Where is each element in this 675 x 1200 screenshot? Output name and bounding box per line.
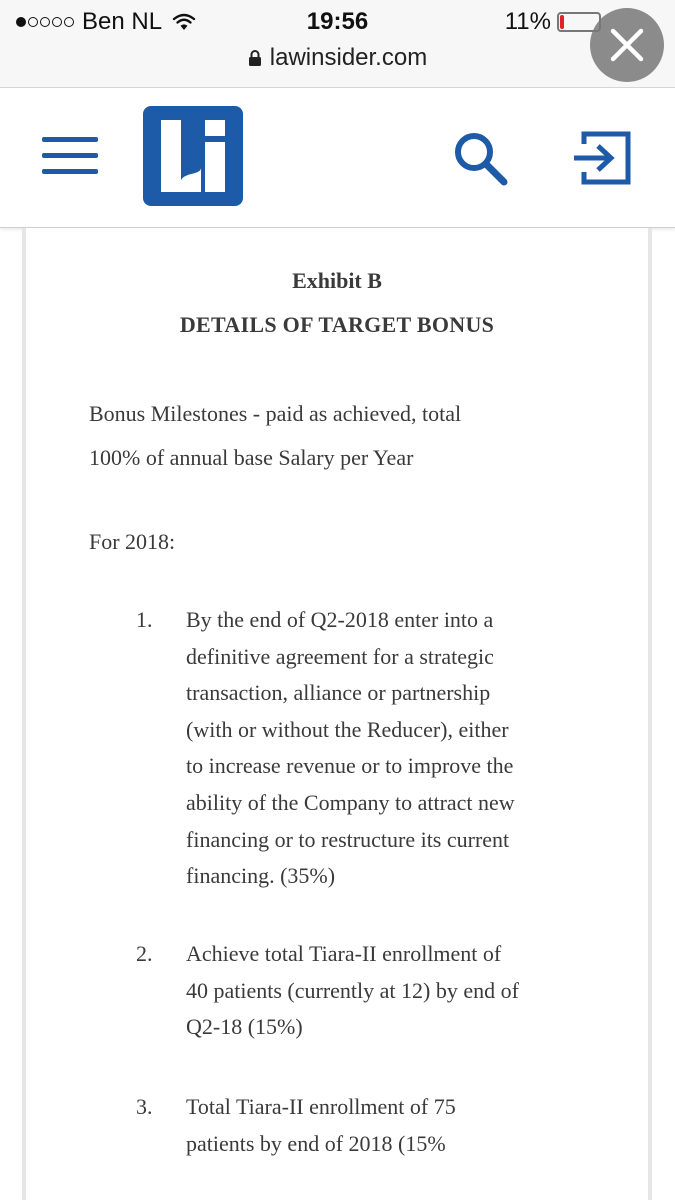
document-page [22,228,652,1200]
close-button[interactable] [590,8,664,82]
year-heading: For 2018: [89,529,176,554]
intro-paragraph [89,392,609,480]
text-line: to increase revenue or to improve the [186,753,514,779]
carrier-name: Ben NL [82,8,163,35]
exhibit-label: Exhibit B [292,268,382,293]
text-line: transaction, alliance or partnership [186,680,491,706]
list-number: 1. [136,607,153,632]
site-header [0,88,675,228]
logo-mark [143,106,243,206]
text-line: By the end of Q2-2018 enter into a [186,607,494,632]
status-bar [0,0,675,88]
intro-line: 100% of annual base Salary per Year [89,445,414,470]
clock: 19:56 [306,8,369,35]
text-line: financing or to restructure its current [186,826,510,852]
text-line: ability of the Company to attract new [186,789,515,815]
list-text [186,602,596,895]
text-line: (with or without the Reducer), either [186,716,509,742]
text-line: 40 patients (currently at 12) by end of [186,977,519,1003]
text-line: definitive agreement for a strategic [186,643,494,669]
intro-line: Bonus Milestones - paid as achieved, total [89,401,462,426]
address-bar[interactable] [0,44,675,72]
lock-icon [248,49,262,67]
list-text [186,936,596,1046]
hamburger-menu-icon[interactable] [40,133,100,179]
site-logo[interactable] [143,106,243,206]
list-text [186,1089,596,1162]
text-line: Q2-18 (15%) [186,1014,303,1040]
text-line: financing. (35%) [186,863,336,889]
login-icon[interactable] [570,128,634,188]
text-line: Total Tiara-II enrollment of 75 [186,1094,456,1119]
search-icon[interactable] [450,128,510,188]
document-title: DETAILS OF TARGET BONUS [179,312,495,337]
list-number: 2. [136,941,153,966]
url-text: lawinsider.com [269,44,428,71]
text-line: Achieve total Tiara-II enrollment of [186,941,502,966]
text-line: patients by end of 2018 (15% [186,1130,446,1156]
close-icon [607,25,647,65]
list-number: 3. [136,1094,153,1119]
battery-percent: 11% [504,8,551,35]
status-right [505,8,601,36]
